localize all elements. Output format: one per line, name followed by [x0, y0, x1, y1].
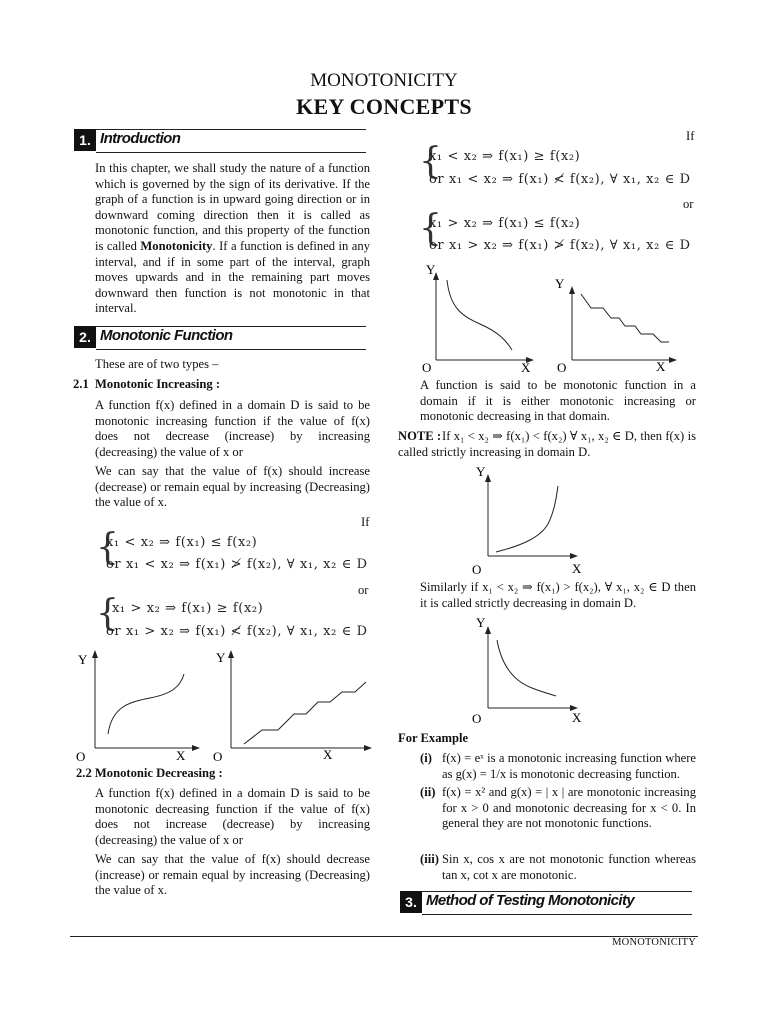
note-strictly-decreasing: Similarly if x₁ < x₂ ⇒ f(x₁) > f(x₂), ∀ x₁, x₂ ∈ D then it is called strictly decreasing in domain D. [420, 580, 696, 610]
origin-label: O [557, 360, 567, 375]
subsection-decreasing: 2.2 Monotonic Decreasing : [76, 766, 223, 780]
or-label: or [358, 583, 369, 597]
y-axis-label: Y [476, 464, 486, 479]
y-axis-label: Y [476, 615, 486, 630]
dec-condition-4: or x₁ > x₂ ⇒ f(x₁) ≯ f(x₂), ∀ x₁, x₂ ∈ D [429, 238, 691, 253]
note-strictly-increasing: If x₁ < x₂ ⇒ f(x₁) < f(x₂) ∀ x₁, x₂ ∈ D, then f(x) is called strictly increasing in domain D. [398, 429, 696, 459]
x-axis-label: X [323, 747, 333, 762]
example-item [420, 751, 696, 783]
origin-label: O [213, 749, 223, 764]
brace: { [96, 593, 119, 634]
types-text: These are of two types – [95, 357, 219, 371]
graph-increasing-step [210, 646, 380, 766]
section-title: Monotonic Function [100, 327, 233, 344]
decreasing-paragraph-1: A function f(x) defined in a domain D is said to be monotonic decreasing function if the value of f(x) does not increase (decrease) by increasing (decreasing) the value of x or [95, 786, 370, 847]
example-item [420, 852, 696, 884]
dec-condition-3: x₁ > x₂ ⇒ f(x₁) ≤ f(x₂) [429, 216, 581, 231]
inc-condition-1: x₁ < x₂ ⇒ f(x₁) ≤ f(x₂) [106, 535, 258, 550]
or-label: or [683, 197, 694, 211]
x-axis-label: X [572, 561, 582, 576]
section-title: Introduction [100, 130, 181, 147]
examples-heading: For Example [398, 731, 469, 745]
y-axis-label: Y [555, 276, 565, 291]
if-label: If [361, 515, 370, 529]
graph-decreasing-curve [418, 260, 538, 378]
footer-rule [70, 936, 698, 937]
x-axis-label: X [656, 359, 666, 374]
page-title: MONOTONICITY [310, 70, 458, 91]
graph-strictly-decreasing [470, 612, 590, 730]
origin-label: O [422, 360, 432, 375]
y-axis-label: Y [426, 262, 436, 277]
brace: { [96, 527, 119, 568]
brace: { [419, 141, 442, 182]
origin-label: O [472, 711, 482, 726]
decreasing-paragraph-2: We can say that the value of f(x) should decrease (increase) or remain equal by increasing (Decreasing) the value of x. [95, 852, 370, 898]
note-label: NOTE : [398, 429, 442, 443]
dec-condition-2: or x₁ < x₂ ⇒ f(x₁) ≮ f(x₂), ∀ x₁, x₂ ∈ D [429, 172, 691, 187]
brace: { [419, 208, 442, 249]
footer-text: MONOTONICITY [612, 937, 696, 948]
section-number: 3. [400, 891, 422, 913]
origin-label: O [472, 562, 482, 577]
section-heading-introduction [74, 129, 366, 151]
example-text: f(x) = x² and g(x) = | x | are monotonic increasing for x > 0 and monotonic decreasing for x < 0. In general they are not monotonic functions. [442, 785, 696, 831]
inc-condition-4: or x₁ > x₂ ⇒ f(x₁) ≮ f(x₂), ∀ x₁, x₂ ∈ D [106, 624, 368, 639]
example-label: (i) [420, 751, 432, 765]
example-item [420, 785, 696, 849]
subsection-increasing: 2.1 Monotonic Increasing : [73, 377, 221, 391]
x-axis-label: X [521, 360, 531, 375]
graph-strictly-increasing [470, 460, 590, 578]
x-axis-label: X [572, 710, 582, 725]
y-axis-label: Y [216, 650, 226, 665]
example-text: f(x) = eˣ is a monotonic increasing function where as g(x) = 1/x is monotonic decreasing function. [442, 751, 696, 781]
graph-increasing-curve [70, 646, 205, 766]
monotonic-function-definition: A function is said to be monotonic function in a domain if it is either monotonic increasing or monotonic decreasing in that domain. [420, 378, 696, 424]
if-label: If [686, 129, 695, 143]
section-title: Method of Testing Monotonicity [426, 892, 635, 909]
section-heading-method-of-testing [400, 891, 692, 913]
section-number: 1. [74, 129, 96, 151]
y-axis-label: Y [78, 652, 88, 667]
graph-decreasing-step [553, 274, 683, 378]
page-subtitle: KEY CONCEPTS [296, 94, 472, 119]
example-text: Sin x, cos x are not monotonic function whereas tan x, cot x are monotonic. [442, 852, 696, 882]
inc-condition-3: x₁ > x₂ ⇒ f(x₁) ≥ f(x₂) [112, 601, 264, 616]
increasing-paragraph-2: We can say that the value of f(x) should increase (decrease) or remain equal by increasing (Decreasing) the value of x. [95, 464, 370, 510]
inc-condition-2: or x₁ < x₂ ⇒ f(x₁) ≯ f(x₂), ∀ x₁, x₂ ∈ D [106, 557, 368, 572]
section-number: 2. [74, 326, 96, 348]
x-axis-label: X [176, 748, 186, 763]
example-label: (iii) [420, 852, 439, 866]
increasing-paragraph-1: A function f(x) defined in a domain D is said to be monotonic increasing function if the value of f(x) does not decrease (increase) by increasing (decreasing) the value of x or [95, 398, 370, 459]
origin-label: O [76, 749, 86, 764]
example-label: (ii) [420, 785, 436, 799]
intro-paragraph: In this chapter, we shall study the nature of a function which is governed by the sign of its derivative. If the graph of a function is in upward going direction or in downward coming direction then it is called as monotonic function, and this property of the function is called Monotonicity. If a function is defined in any interval, and if in some part of the interval, graph moves upwards and in the remaining part moves downward then function is not monotonic in that interval. [95, 161, 370, 316]
section-heading-monotonic-function [74, 326, 366, 348]
dec-condition-1: x₁ < x₂ ⇒ f(x₁) ≥ f(x₂) [429, 149, 581, 164]
